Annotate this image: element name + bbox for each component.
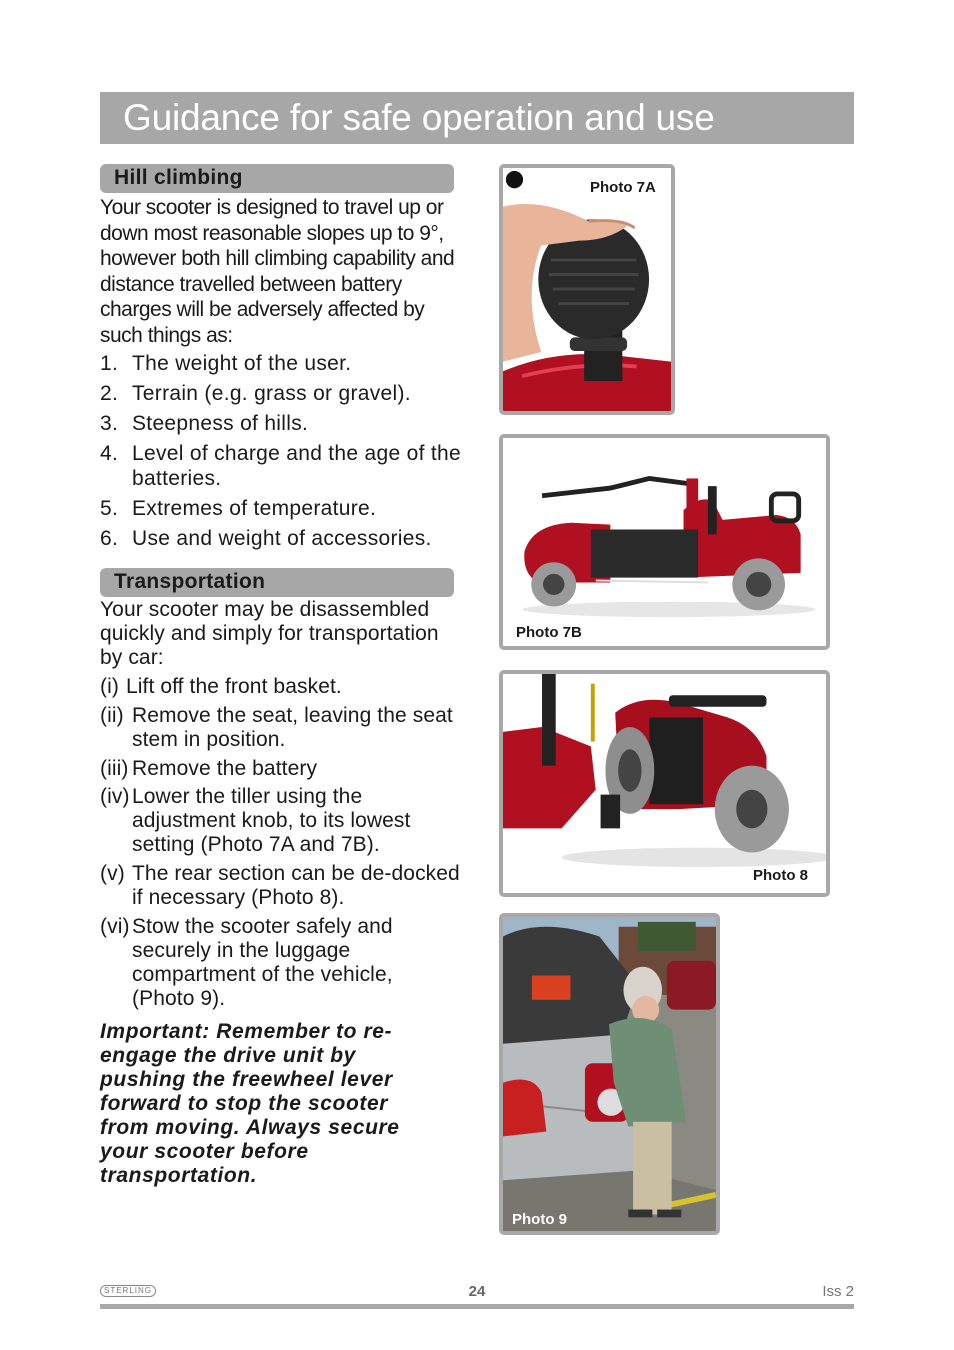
photo-7a (499, 164, 675, 415)
photo-9 (499, 913, 720, 1235)
photo-7b-fragment-label: o 7 (546, 504, 567, 520)
photo-7b-caption: Photo 7B (516, 624, 582, 641)
transportation-steps-list (100, 675, 460, 1016)
page-number: 24 (468, 1283, 486, 1300)
hill-climbing-heading (100, 164, 454, 193)
list-item: (ii) Remove the seat, leaving the seat stem in position. (100, 703, 453, 751)
list-item: 6. Use and weight of accessories. (100, 526, 432, 550)
list-item: 4. Level of charge and the age of the batteries. (100, 442, 461, 490)
photo-8-caption: Photo 8 (753, 867, 808, 884)
hill-climbing-intro: Your scooter is designed to travel up or down most reasonable slopes up to 9°, however both hill climbing capability and distance travelled between battery charges will be adversely affected by such things as: (100, 196, 455, 347)
hill-climbing-heading-text: Hill climbing (114, 166, 243, 189)
photo-7b (499, 434, 830, 650)
list-item: (v) The rear section can be de-docked if necessary (Photo 8). (100, 862, 460, 910)
photo-7a-caption: Photo 7A (590, 179, 656, 196)
car-boot-illustration (503, 917, 716, 1231)
list-item: 3. Steepness of hills. (100, 412, 309, 435)
transportation-heading-text: Transportation (114, 570, 266, 593)
photo-8 (499, 670, 830, 897)
transportation-intro: Your scooter may be disassembled quickly and simply for transportation by car: (100, 598, 439, 670)
transportation-heading (100, 568, 454, 597)
issue-label: Iss 2 (822, 1283, 854, 1300)
hill-factors-list (100, 352, 470, 557)
list-item: (iii) Remove the battery (100, 756, 318, 780)
brand-logo: STERLING (100, 1285, 156, 1297)
list-item: 5. Extremes of temperature. (100, 496, 377, 520)
page-title-bar (100, 92, 854, 144)
folded-scooter-illustration (503, 438, 826, 646)
page-title: Guidance for safe operation and use (123, 97, 715, 138)
photo-9-caption: Photo 9 (512, 1211, 567, 1228)
list-item: (iv) Lower the tiller using the adjustment knob, to its lowest setting (Photo 7A and 7B). (100, 785, 411, 857)
list-item: 2. Terrain (e.g. grass or gravel). (100, 382, 411, 405)
list-item: (vi) Stow the scooter safely and securely in the luggage compartment of the vehicle, (Photo 9). (100, 914, 393, 1010)
tiller-knob-illustration (503, 168, 671, 411)
list-item: 1. The weight of the user. (100, 352, 352, 375)
important-note: Important: Remember to re-engage the drive unit by pushing the freewheel lever forward to stop the scooter from moving. Always secure your scooter before transportation. (100, 1020, 400, 1187)
footer-divider (100, 1304, 854, 1309)
dedocked-scooter-illustration (503, 674, 826, 893)
list-item: (i) Lift off the front basket. (100, 675, 342, 698)
